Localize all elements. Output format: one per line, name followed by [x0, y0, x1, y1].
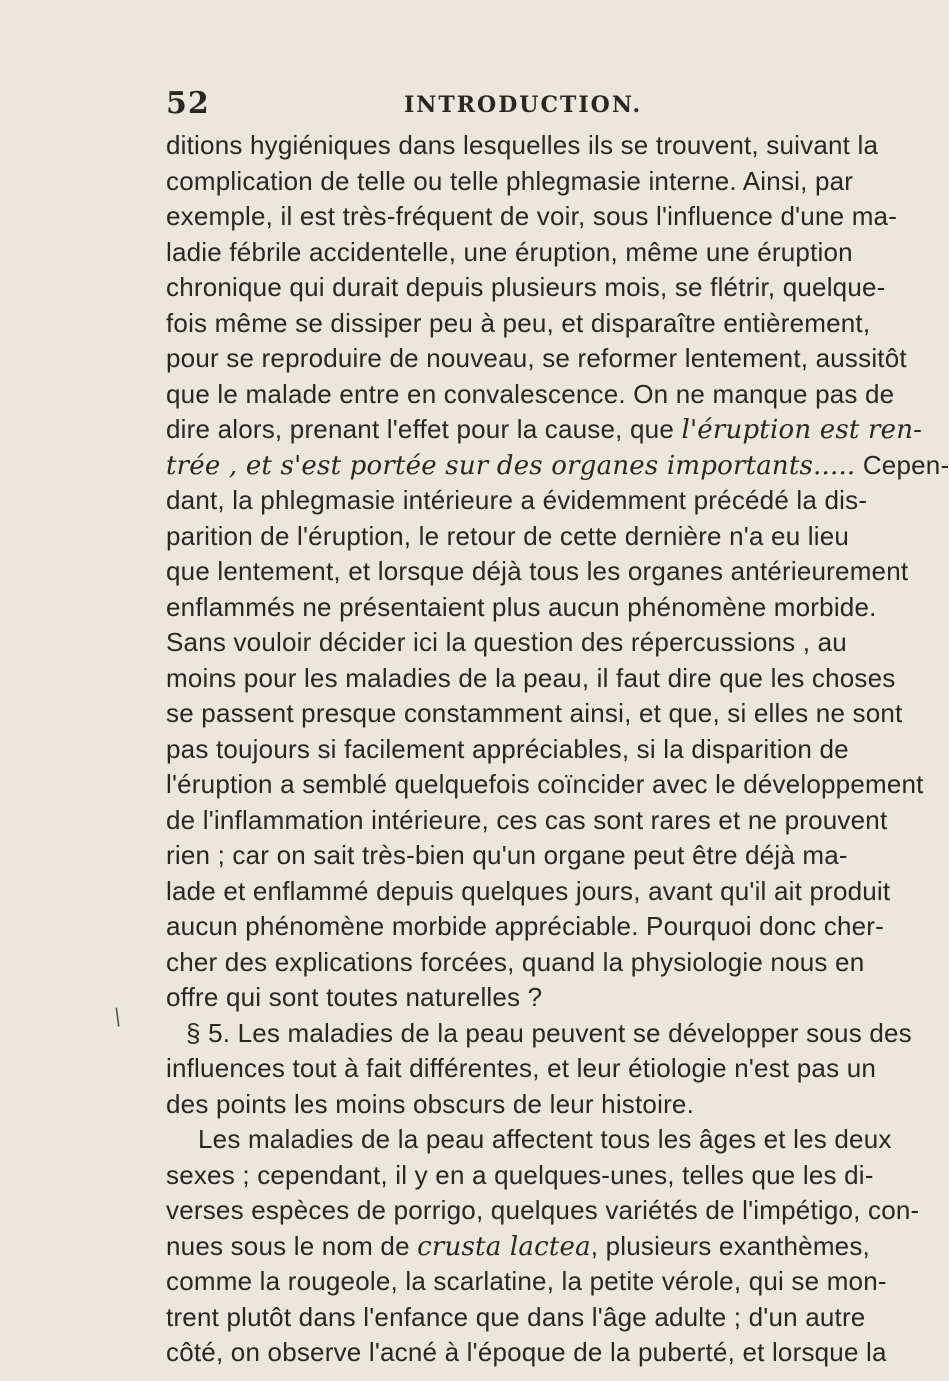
page-number: 52: [166, 86, 210, 121]
text-line: se passent presque constamment ainsi, et que, si elles ne sont: [166, 698, 903, 728]
text-line: sexes ; cependant, il y en a quelques-unes, telles que les di-: [166, 1159, 874, 1190]
running-title: INTRODUCTION.: [404, 92, 643, 118]
text-line: que lentement, et lorsque déjà tous les organes antérieurement: [166, 556, 909, 586]
text-line: l'éruption a semblé quelquefois coïncider avec le développement: [166, 769, 924, 799]
text-line: Sans vouloir décider ici la question des répercussions , au: [166, 627, 847, 657]
text-segment: Cepen-: [862, 449, 949, 480]
text-line: fois même se dissiper peu à peu, et disparaître entièrement,: [166, 307, 871, 338]
text-line: côté, on observe l'acné à l'époque de la puberté, et lorsque la: [166, 1337, 887, 1367]
text-line: influences tout à fait différentes, et leur étiologie n'est pas un: [166, 1053, 877, 1083]
italic-phrase: l'éruption est ren-: [681, 415, 923, 445]
page-header: [166, 86, 760, 126]
text-segment: nues sous le nom de: [166, 1230, 410, 1261]
italic-phrase: trée , et s'est portée sur des organes importants.....: [166, 450, 856, 481]
text-line: des points les moins obscurs de leur histoire.: [166, 1088, 695, 1119]
text-line: moins pour les maladies de la peau, il faut dire que les choses: [166, 662, 896, 693]
text-line: [166, 1229, 870, 1265]
text-line: verses espèces de porrigo, quelques variétés de l'impétigo, con-: [166, 1195, 920, 1225]
text-line: [166, 448, 949, 484]
text-line: complication de telle ou telle phlegmasie interne. Ainsi, par: [166, 165, 854, 196]
text-line: Les maladies de la peau affectent tous les âges et les deux: [198, 1124, 892, 1154]
text-line: pas toujours si facilement appréciables, si la disparition de: [166, 733, 849, 764]
body-text: [166, 128, 949, 1371]
text-line: chronique qui durait depuis plusieurs mois, se flétrir, quelque-: [166, 272, 886, 302]
text-segment: dire alors, prenant l'effet pour la cause, que: [166, 414, 674, 444]
text-line: aucun phénomène morbide appréciable. Pourquoi donc cher-: [166, 911, 884, 941]
text-line: cher des explications forcées, quand la physiologie nous en: [166, 946, 865, 977]
text-segment: , plusieurs exanthèmes,: [590, 1230, 870, 1261]
text-line: [166, 412, 923, 448]
text-line: dant, la phlegmasie intérieure a évidemment précédé la dis-: [166, 485, 868, 515]
text-line: trent plutôt dans l'enfance que dans l'âge adulte ; d'un autre: [166, 1301, 866, 1332]
text-line: comme la rougeole, la scarlatine, la petite vérole, qui se mon-: [166, 1266, 887, 1296]
text-line: enflammés ne présentaient plus aucun phénomène morbide.: [166, 591, 877, 622]
text-line: offre qui sont toutes naturelles ?: [166, 982, 543, 1012]
margin-pencil-mark: /: [109, 1004, 127, 1031]
text-line: rien ; car on sait très-bien qu'un organe peut être déjà ma-: [166, 840, 848, 870]
text-line: que le malade entre en convalescence. On ne manque pas de: [166, 378, 895, 409]
text-line: parition de l'éruption, le retour de cette dernière n'a eu lieu: [166, 520, 850, 551]
text-line: ladie fébrile accidentelle, une éruption, même une éruption: [166, 236, 853, 267]
text-line: lade et enflammé depuis quelques jours, avant qu'il ait produit: [166, 875, 891, 906]
italic-phrase: crusta lactea: [417, 1231, 591, 1262]
text-line: de l'inflammation intérieure, ces cas sont rares et ne prouvent: [166, 804, 888, 835]
text-line: pour se reproduire de nouveau, se reformer lentement, aussitôt: [166, 343, 907, 373]
text-line: exemple, il est très-fréquent de voir, sous l'influence d'une ma-: [166, 201, 898, 231]
text-line: ditions hygiéniques dans lesquelles ils se trouvent, suivant la: [166, 130, 879, 160]
section-heading-line: § 5. Les maladies de la peau peuvent se développer sous des: [186, 1017, 912, 1048]
